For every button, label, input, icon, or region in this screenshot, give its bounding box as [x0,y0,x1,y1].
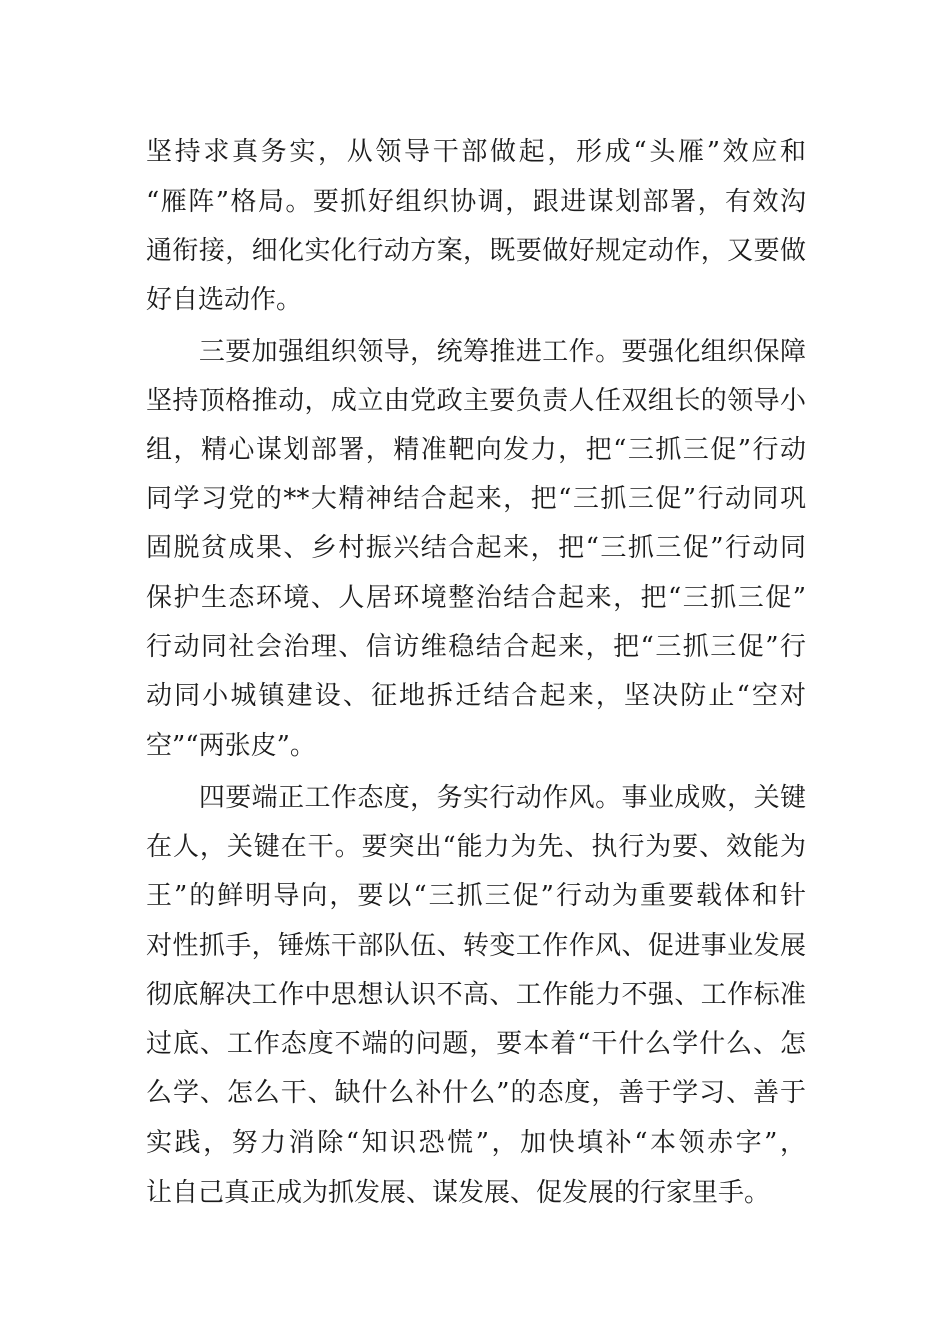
text-line: 组，精心谋划部署，精准靶向发力，把“三抓三促”行动 [146,435,806,465]
text-line: 过底、工作态度不端的问题，要本着“干什么学什么、怎 [146,1029,806,1059]
text-line: 空”“两张皮”。 [146,731,316,761]
text-line: 坚持求真务实，从领导干部做起，形成“头雁”效应和 [146,137,806,167]
text-line: “雁阵”格局。要抓好组织协调，跟进谋划部署，有效沟 [146,187,806,217]
text-line: 么学、怎么干、缺什么补什么”的态度，善于学习、善于 [146,1078,806,1108]
text-line: 王”的鲜明导向，要以“三抓三促”行动为重要载体和针 [146,881,806,911]
text-line: 在人，关键在干。要突出“能力为先、执行为要、效能为 [146,832,806,862]
text-line: 保护生态环境、人居环境整治结合起来，把“三抓三促” [146,583,806,613]
text-line: 好自选动作。 [146,285,303,315]
text-line: 三要加强组织领导，统筹推进工作。要强化组织保障 [146,337,806,367]
text-line: 对性抓手，锤炼干部队伍、转变工作作风、促进事业发展 [146,931,806,961]
text-line: 四要端正工作态度，务实行动作风。事业成败，关键 [146,783,806,813]
text-line: 坚持顶格推动，成立由党政主要负责人任双组长的领导小 [146,386,806,416]
text-line: 同学习党的**大精神结合起来，把“三抓三促”行动同巩 [146,484,806,514]
text-line: 动同小城镇建设、征地拆迁结合起来，坚决防止“空对 [146,681,806,711]
text-line: 彻底解决工作中思想认识不高、工作能力不强、工作标准 [146,980,806,1010]
text-line: 通衔接，细化实化行动方案，既要做好规定动作，又要做 [146,236,806,266]
text-line: 行动同社会治理、信访维稳结合起来，把“三抓三促”行 [146,632,806,662]
text-line: 实践，努力消除“知识恐慌”，加快填补“本领赤字”， [146,1128,806,1158]
text-line: 让自己真正成为抓发展、谋发展、促发展的行家里手。 [146,1178,771,1208]
text-line: 固脱贫成果、乡村振兴结合起来，把“三抓三促”行动同 [146,533,806,563]
